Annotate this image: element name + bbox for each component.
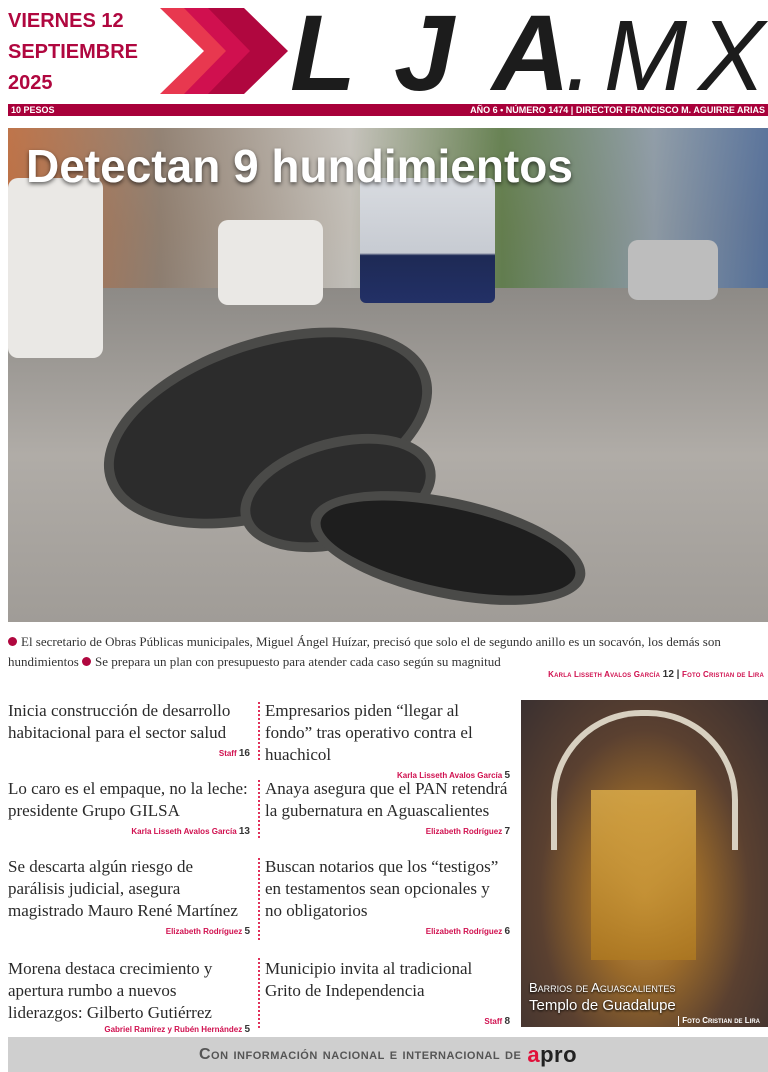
bullet-icon xyxy=(82,657,91,666)
price: 10 PESOS xyxy=(11,105,55,115)
column-divider xyxy=(258,858,260,940)
story-byline: Elizabeth Rodríguez 5 xyxy=(165,926,250,937)
story-headline[interactable]: Se descarta algún riesgo de parálisis judicial, asegura magistrado Mauro René Martínez xyxy=(8,857,238,920)
edition-band xyxy=(8,104,768,116)
bullet-icon xyxy=(8,637,17,646)
edition-info: AÑO 6 • NÚMERO 1474 | DIRECTOR FRANCISCO M. AGUIRRE ARIAS xyxy=(470,105,765,115)
story[interactable] xyxy=(265,958,510,1028)
story-byline: Elizabeth Rodríguez 6 xyxy=(425,926,510,937)
story[interactable] xyxy=(265,856,510,938)
story[interactable] xyxy=(8,856,250,938)
story-byline: Staff 8 xyxy=(484,1016,510,1027)
story[interactable] xyxy=(265,778,510,838)
svg-text:LJA: LJA xyxy=(290,6,570,96)
story-byline: Elizabeth Rodríguez 7 xyxy=(425,826,510,837)
story[interactable] xyxy=(265,700,510,782)
apro-logo: apro xyxy=(527,1041,578,1067)
date-month: SEPTIEMBRE xyxy=(8,41,139,63)
story-headline[interactable]: Anaya asegura que el PAN retendrá la gubernatura en Aguascalientes xyxy=(265,779,508,820)
column-divider xyxy=(258,702,260,760)
story[interactable] xyxy=(8,958,250,1036)
story-headline[interactable]: Inicia construcción de desarrollo habitacional para el sector salud xyxy=(8,701,231,742)
lead-summary xyxy=(8,632,768,672)
edition-date xyxy=(8,6,138,99)
story[interactable] xyxy=(8,778,250,838)
story-headline[interactable]: Buscan notarios que los “testigos” en testamentos sean opcionales y no obligatorios xyxy=(265,857,499,920)
story-headline[interactable]: Lo caro es el empaque, no la leche: presidente Grupo GILSA xyxy=(8,779,248,820)
story-headline[interactable]: Municipio invita al tradicional Grito de Independencia xyxy=(265,959,473,1000)
feature-photo[interactable] xyxy=(521,700,768,1027)
story-byline: Staff 16 xyxy=(218,748,250,759)
story-headline[interactable]: Empresarios piden “llegar al fondo” tras operativo contra el huachicol xyxy=(265,701,473,764)
story-byline: Gabriel Ramírez y Rubén Hernández 5 xyxy=(104,1024,250,1035)
svg-text:.MX: .MX xyxy=(565,6,765,96)
lead-credit: Karla Lisseth Avalos García 12 | Foto Cristian de Lira xyxy=(548,669,764,680)
column-divider xyxy=(258,780,260,838)
lead-photo xyxy=(8,128,768,622)
lja-logo xyxy=(160,6,768,96)
feature-title[interactable]: Templo de Guadalupe xyxy=(529,997,676,1014)
footer-text: Con información nacional e internacional de xyxy=(198,1045,522,1063)
story-byline: Karla Lisseth Avalos García 5 xyxy=(396,770,510,781)
feature-credit: Foto Cristian de Lira xyxy=(678,1016,760,1026)
story[interactable] xyxy=(8,700,250,760)
lead-bullet: El secretario de Obras Públicas municipales, Miguel Ángel Huízar, precisó que solo el de segundo anillo es un socavón, los demás son hundimientos xyxy=(8,634,721,669)
column-divider xyxy=(258,958,260,1028)
footer-band xyxy=(8,1037,768,1072)
date-year: 2025 xyxy=(8,72,53,94)
lead-headline[interactable]: Detectan 9 hundimientos xyxy=(26,140,573,192)
story-headline[interactable]: Morena destaca crecimiento y apertura rumbo a nuevos liderazgos: Gilberto Gutiérrez xyxy=(8,959,213,1022)
lead-bullet: Se prepara un plan con presupuesto para atender cada caso según su magnitud xyxy=(95,654,501,669)
story-byline: Karla Lisseth Avalos García 13 xyxy=(131,826,250,837)
feature-kicker: Barrios de Aguascalientes xyxy=(529,980,676,995)
date-weekday: VIERNES 12 xyxy=(8,10,124,32)
